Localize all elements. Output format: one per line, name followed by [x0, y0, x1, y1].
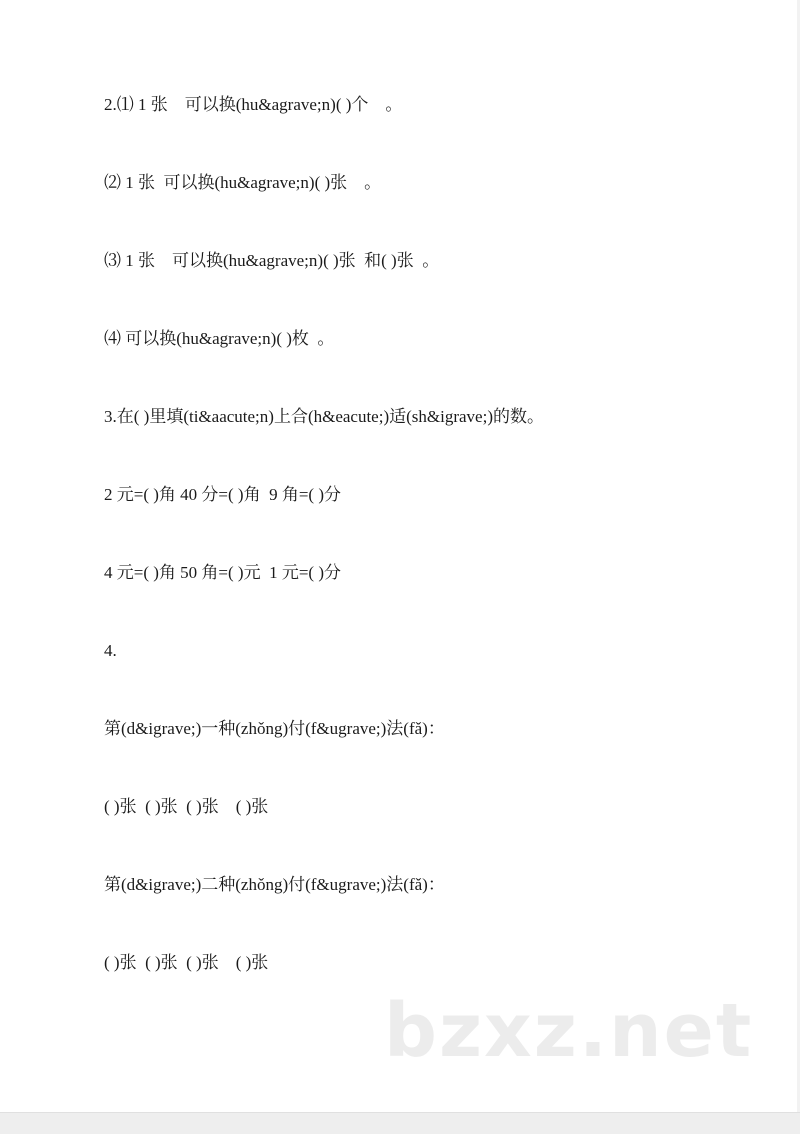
payment-method-1-blanks: ( )张 ( )张 ( )张 ( )张	[104, 797, 269, 816]
question-2-part-4: ⑷ 可以换(hu&agrave;n)( )枚 。	[104, 329, 335, 348]
payment-method-2-label: 第(d&igrave;)二种(zhǒng)付(f&ugrave;)法(fǎ)：	[104, 875, 445, 894]
question-2-part-3: ⑶ 1 张 可以换(hu&agrave;n)( )张 和( )张 。	[104, 251, 440, 270]
watermark: bzxz.net	[384, 988, 754, 1074]
question-3-row-1: 2 元=( )角 40 分=( )角 9 角=( )分	[104, 485, 341, 504]
viewer-bottom-bar	[0, 1112, 800, 1134]
question-3-heading: 3.在( )里填(ti&aacute;n)上合(h&eacute;)适(sh&igrave;)的数。	[104, 407, 544, 426]
question-2-part-1: 2.⑴ 1 张 可以换(hu&agrave;n)( )个 。	[104, 95, 403, 114]
payment-method-2-blanks: ( )张 ( )张 ( )张 ( )张	[104, 953, 269, 972]
payment-method-1-label: 第(d&igrave;)一种(zhǒng)付(f&ugrave;)法(fǎ)：	[104, 719, 445, 738]
question-4-heading: 4.	[104, 641, 117, 660]
question-3-row-2: 4 元=( )角 50 角=( )元 1 元=( )分	[104, 563, 341, 582]
question-2-part-2: ⑵ 1 张 可以换(hu&agrave;n)( )张 。	[104, 173, 382, 192]
